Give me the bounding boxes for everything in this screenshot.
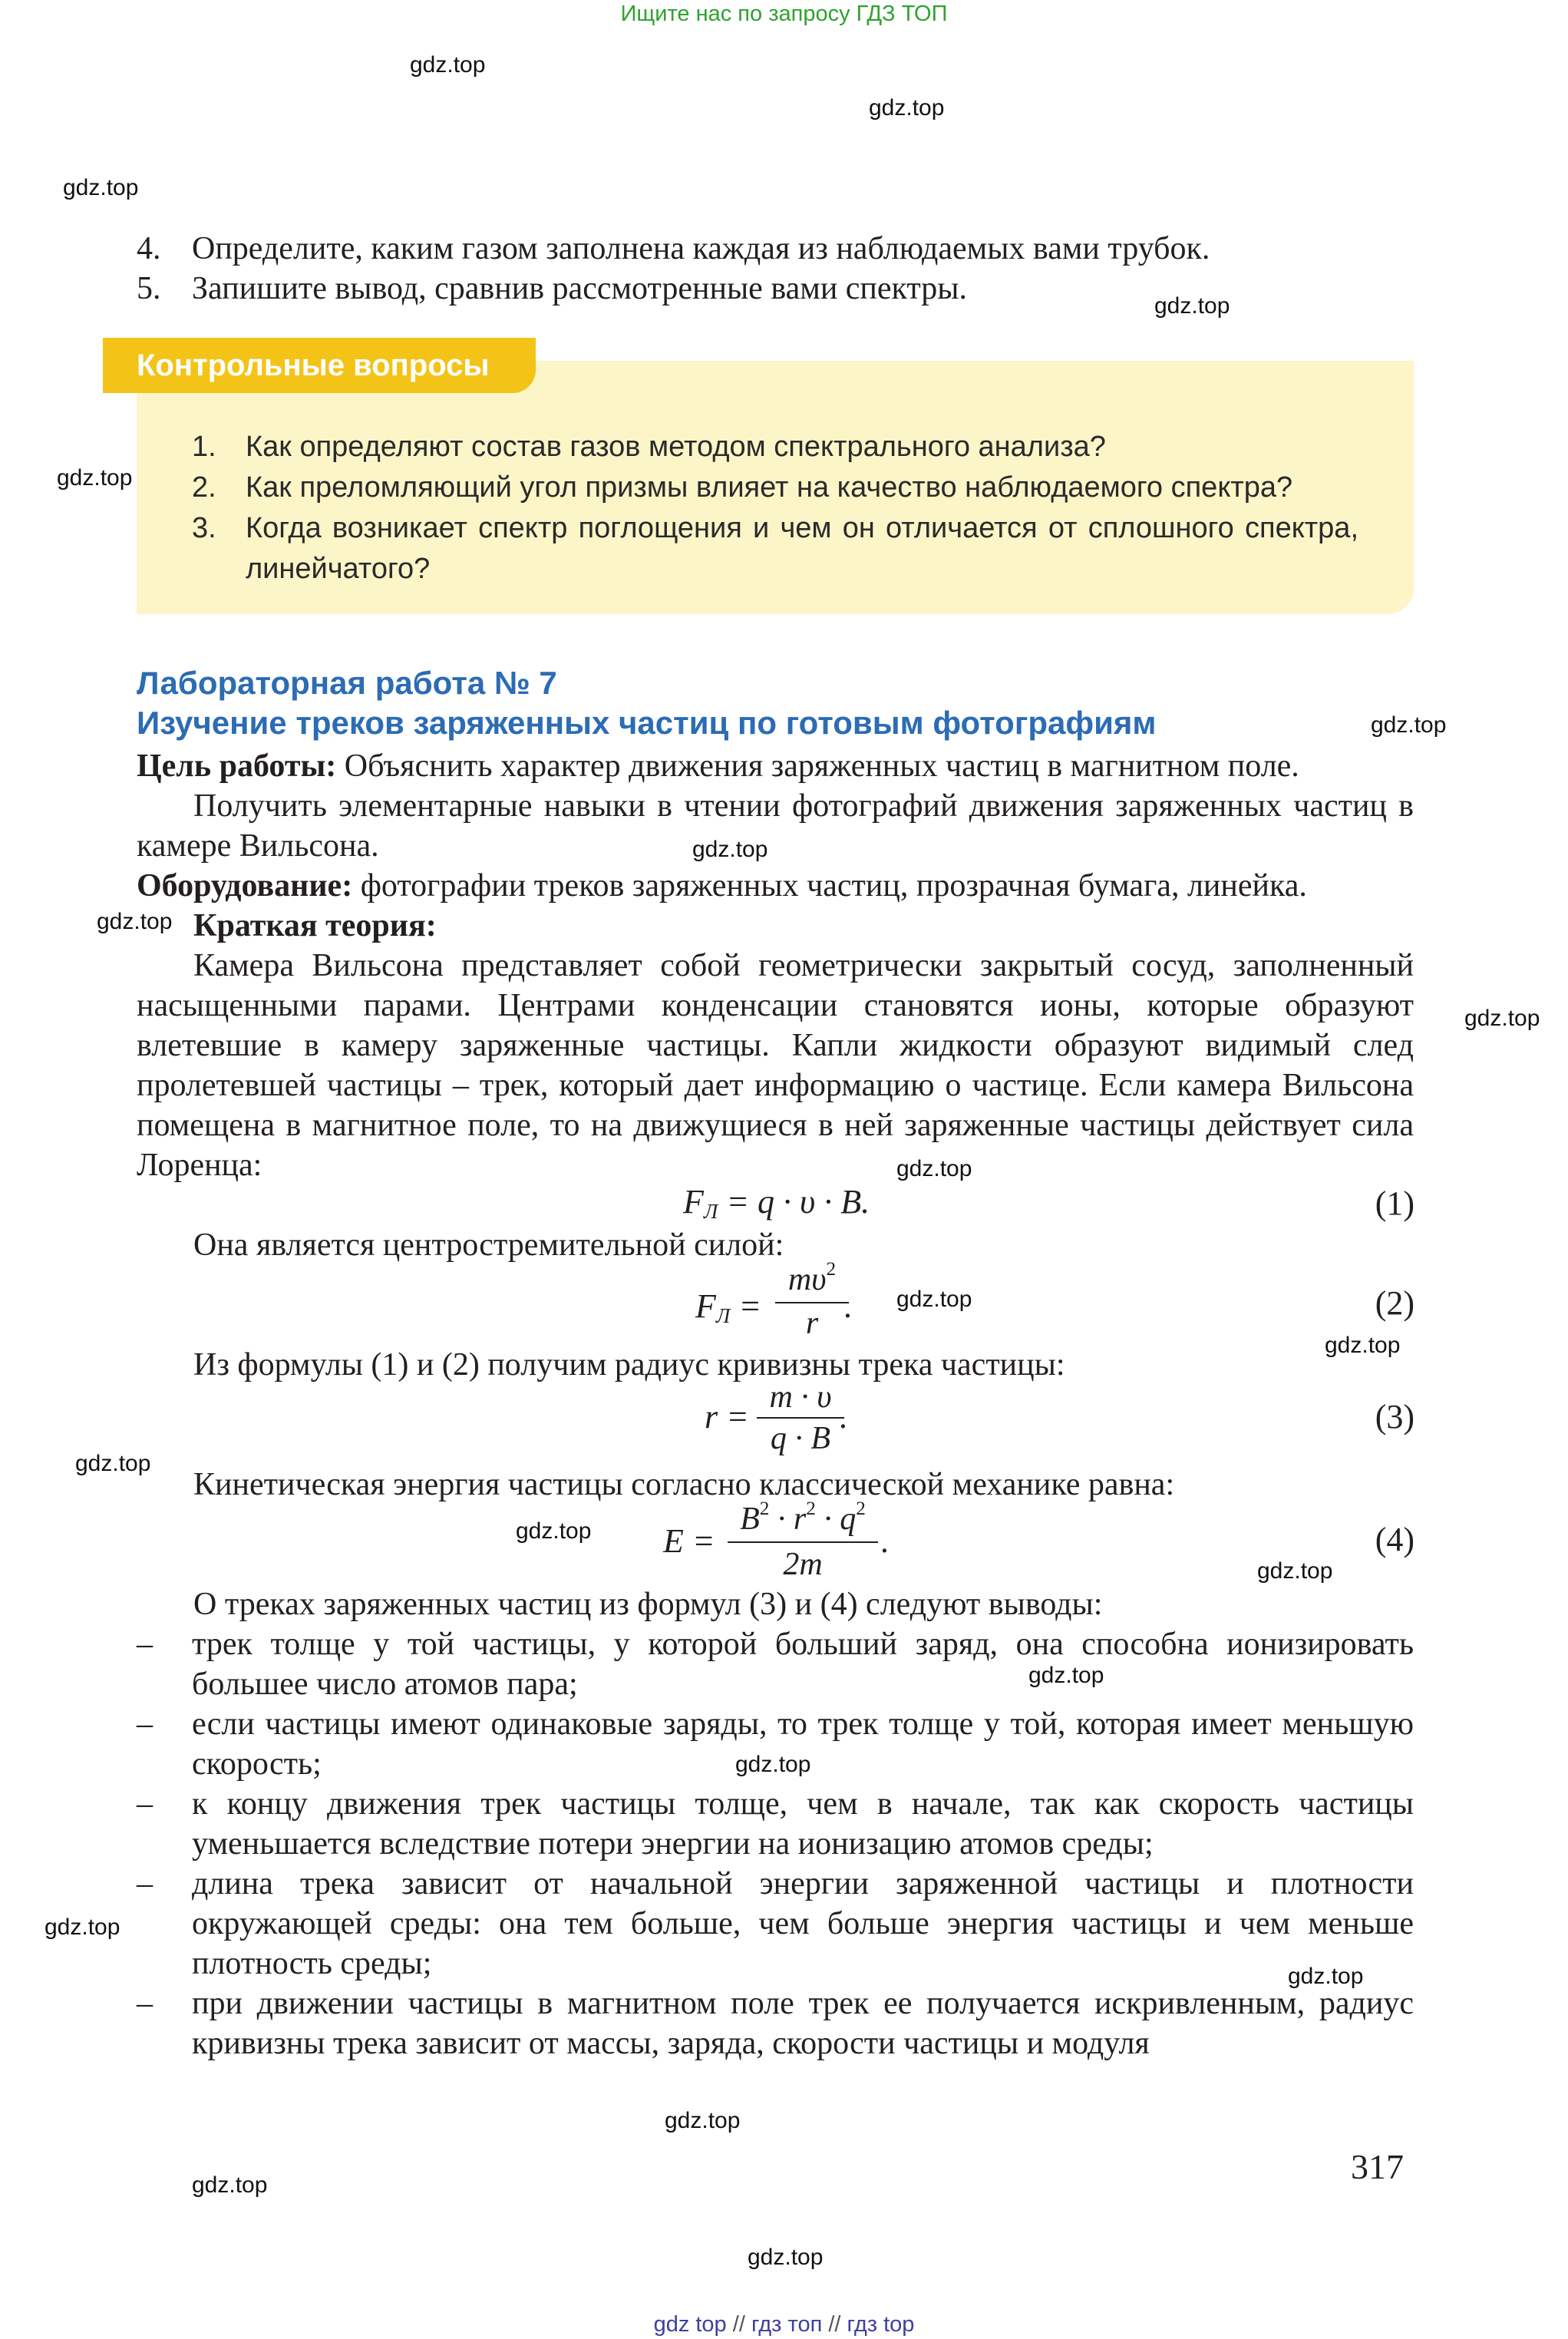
- equation-number: (3): [1375, 1398, 1415, 1435]
- formula-radius-fraction: m · υ q · B: [757, 1379, 844, 1463]
- equation-number: (1): [1375, 1184, 1415, 1222]
- watermark: gdz.top: [516, 1518, 592, 1544]
- theory-heading: [193, 906, 1414, 946]
- dash-bullet: –: [137, 1866, 153, 1901]
- watermark: gdz.top: [75, 1451, 151, 1476]
- formula-centripetal-lhs: $F_Л$ =: [695, 1287, 762, 1327]
- watermark: gdz.top: [1464, 1006, 1540, 1031]
- question-number: 2.: [192, 471, 216, 504]
- footer-separator: //: [828, 2312, 841, 2337]
- theory-label: Краткая теория:: [193, 908, 437, 943]
- conclusion-text: длина трека зависит от начальной энергии заряженной частицы и плотности окружающей среды: она тем больше, чем больше энергия частицы и чем меньше плотность среды;: [192, 1866, 1414, 1981]
- step-text: Запишите вывод, сравнив рассмотренные вами спектры.: [192, 271, 967, 306]
- question-item: [192, 427, 1358, 467]
- watermark: gdz.top: [45, 1914, 120, 1940]
- equation-number: (2): [1375, 1284, 1415, 1322]
- watermark: gdz.top: [57, 465, 133, 491]
- goal-paragraph: [137, 746, 1414, 786]
- conclusion-item: [137, 1984, 1414, 2063]
- formula-period: .: [844, 1287, 853, 1325]
- footer-link[interactable]: gdz top: [653, 2312, 727, 2337]
- conclusion-text: к концу движения трек частицы толще, чем в начале, так как скорость частицы уменьшается вследствие потери энергии на ионизацию атомов среды;: [192, 1786, 1414, 1862]
- radius-paragraph: Из формулы (1) и (2) получим радиус кривизны трека частицы:: [193, 1347, 1065, 1383]
- formula-radius-lhs: r =: [705, 1398, 749, 1435]
- goal-text: Объяснить характер движения заряженных частиц в магнитном поле.: [336, 748, 1299, 784]
- footer-separator: //: [732, 2312, 745, 2337]
- centripetal-paragraph: Она является центростремительной силой:: [193, 1227, 784, 1263]
- lab-title: Лабораторная работа № 7: [137, 665, 557, 701]
- watermark: gdz.top: [735, 1752, 811, 1777]
- conclusion-item: [137, 1864, 1414, 1984]
- lab-subtitle: Изучение треков заряженных частиц по готовым фотографиям: [137, 705, 1157, 741]
- question-number: 1.: [192, 431, 216, 463]
- equipment-label: Оборудование:: [137, 868, 353, 904]
- goal-paragraph-2: Получить элементарные навыки в чтении фотографий движения заряженных частиц в камере Вильсона.: [137, 788, 1414, 864]
- watermark: gdz.top: [1325, 1333, 1401, 1358]
- step-number: 4.: [137, 231, 161, 266]
- conclusion-item: [137, 1784, 1414, 1864]
- conclusion-item: [137, 1704, 1414, 1784]
- conclusion-text: при движении частицы в магнитном поле трек ее получается искривленным, радиус кривизны трека зависит от массы, заряда, скорости частицы и модуля: [192, 1986, 1414, 2061]
- conclusion-item: [137, 1624, 1414, 1704]
- equation-number: (4): [1375, 1521, 1415, 1558]
- dash-bullet: –: [137, 1786, 153, 1822]
- question-text: Как определяют состав газов методом спектрального анализа?: [246, 431, 1106, 463]
- watermark: gdz.top: [1257, 1558, 1333, 1584]
- watermark: gdz.top: [1028, 1663, 1104, 1688]
- conclusion-text: трек толще у той частицы, у которой больший заряд, она способна ионизировать большее число атомов пара;: [192, 1627, 1414, 1702]
- formula-lorentz: $F_Л = q \cdot \upsilon \cdot B$.: [683, 1183, 870, 1223]
- step-item: [137, 269, 967, 309]
- step-number: 5.: [137, 271, 161, 306]
- conclusion-text: если частицы имеют одинаковые заряды, то трек толще у той, которая имеет меньшую скорость;: [192, 1706, 1414, 1782]
- step-item: [137, 229, 1210, 269]
- watermark: gdz.top: [192, 2172, 268, 2198]
- question-text: Когда возникает спектр поглощения и чем он отличается от сплошного спектра, линейчатого?: [246, 512, 1358, 585]
- watermark: gdz.top: [1371, 712, 1447, 738]
- formula-energy-fraction: $B^2 \cdot r^2 \cdot q^2$ 2m: [728, 1498, 878, 1586]
- watermark: gdz.top: [665, 2108, 741, 2133]
- dash-bullet: –: [137, 1986, 153, 2021]
- question-item: [192, 467, 1358, 508]
- formula-period: .: [881, 1522, 890, 1560]
- question-text: Как преломляющий угол призмы влияет на качество наблюдаемого спектра?: [246, 471, 1293, 504]
- conclusions-intro: О треках заряженных частиц из формул (3) и (4) следуют выводы:: [193, 1587, 1103, 1622]
- watermark: gdz.top: [410, 52, 486, 78]
- footer-link[interactable]: гдз top: [847, 2312, 915, 2337]
- watermark: gdz.top: [748, 2245, 824, 2270]
- footer-link[interactable]: гдз топ: [751, 2312, 823, 2337]
- dash-bullet: –: [137, 1627, 153, 1662]
- watermark: gdz.top: [97, 909, 173, 934]
- dash-bullet: –: [137, 1706, 153, 1742]
- theory-paragraph: Камера Вильсона представляет собой геометрически закрытый сосуд, заполненный насыщенными парами. Центрами конденсации становятся ионы, которые образуют влетевшие в камеру заряженные частицы. Капли жидкости образуют видимый след пролетевшей частицы – трек, который дает информацию о частице. Если камера Вильсона помещена в магнитное поле, то на движущиеся в ней заряженные частицы действует сила Лоренца:: [137, 948, 1414, 1183]
- step-text: Определите, каким газом заполнена каждая из наблюдаемых вами трубок.: [192, 231, 1210, 266]
- watermark: gdz.top: [869, 95, 945, 121]
- watermark: gdz.top: [896, 1156, 972, 1181]
- equipment-paragraph: [137, 866, 1414, 906]
- formula-centripetal-fraction: $m\upsilon^2$ r: [775, 1259, 849, 1343]
- goal-label: Цель работы:: [137, 748, 337, 784]
- watermark: gdz.top: [692, 837, 768, 862]
- control-questions-title: Контрольные вопросы: [103, 338, 536, 393]
- energy-paragraph: Кинетическая энергия частицы согласно классической механике равна:: [193, 1467, 1175, 1502]
- footer-links: [0, 2312, 1568, 2337]
- watermark: gdz.top: [896, 1287, 972, 1312]
- watermark: gdz.top: [1154, 293, 1230, 319]
- watermark: gdz.top: [1288, 1964, 1364, 1989]
- search-banner[interactable]: Ищите нас по запросу ГДЗ ТОП: [620, 2, 948, 26]
- formula-period: .: [840, 1398, 848, 1435]
- watermark: gdz.top: [63, 175, 139, 200]
- question-item: [192, 508, 1358, 590]
- formula-energy-lhs: E =: [663, 1522, 715, 1560]
- page-number: 317: [1351, 2147, 1404, 2186]
- question-number: 3.: [192, 512, 216, 544]
- equipment-text: фотографии треков заряженных частиц, прозрачная бумага, линейка.: [352, 868, 1307, 904]
